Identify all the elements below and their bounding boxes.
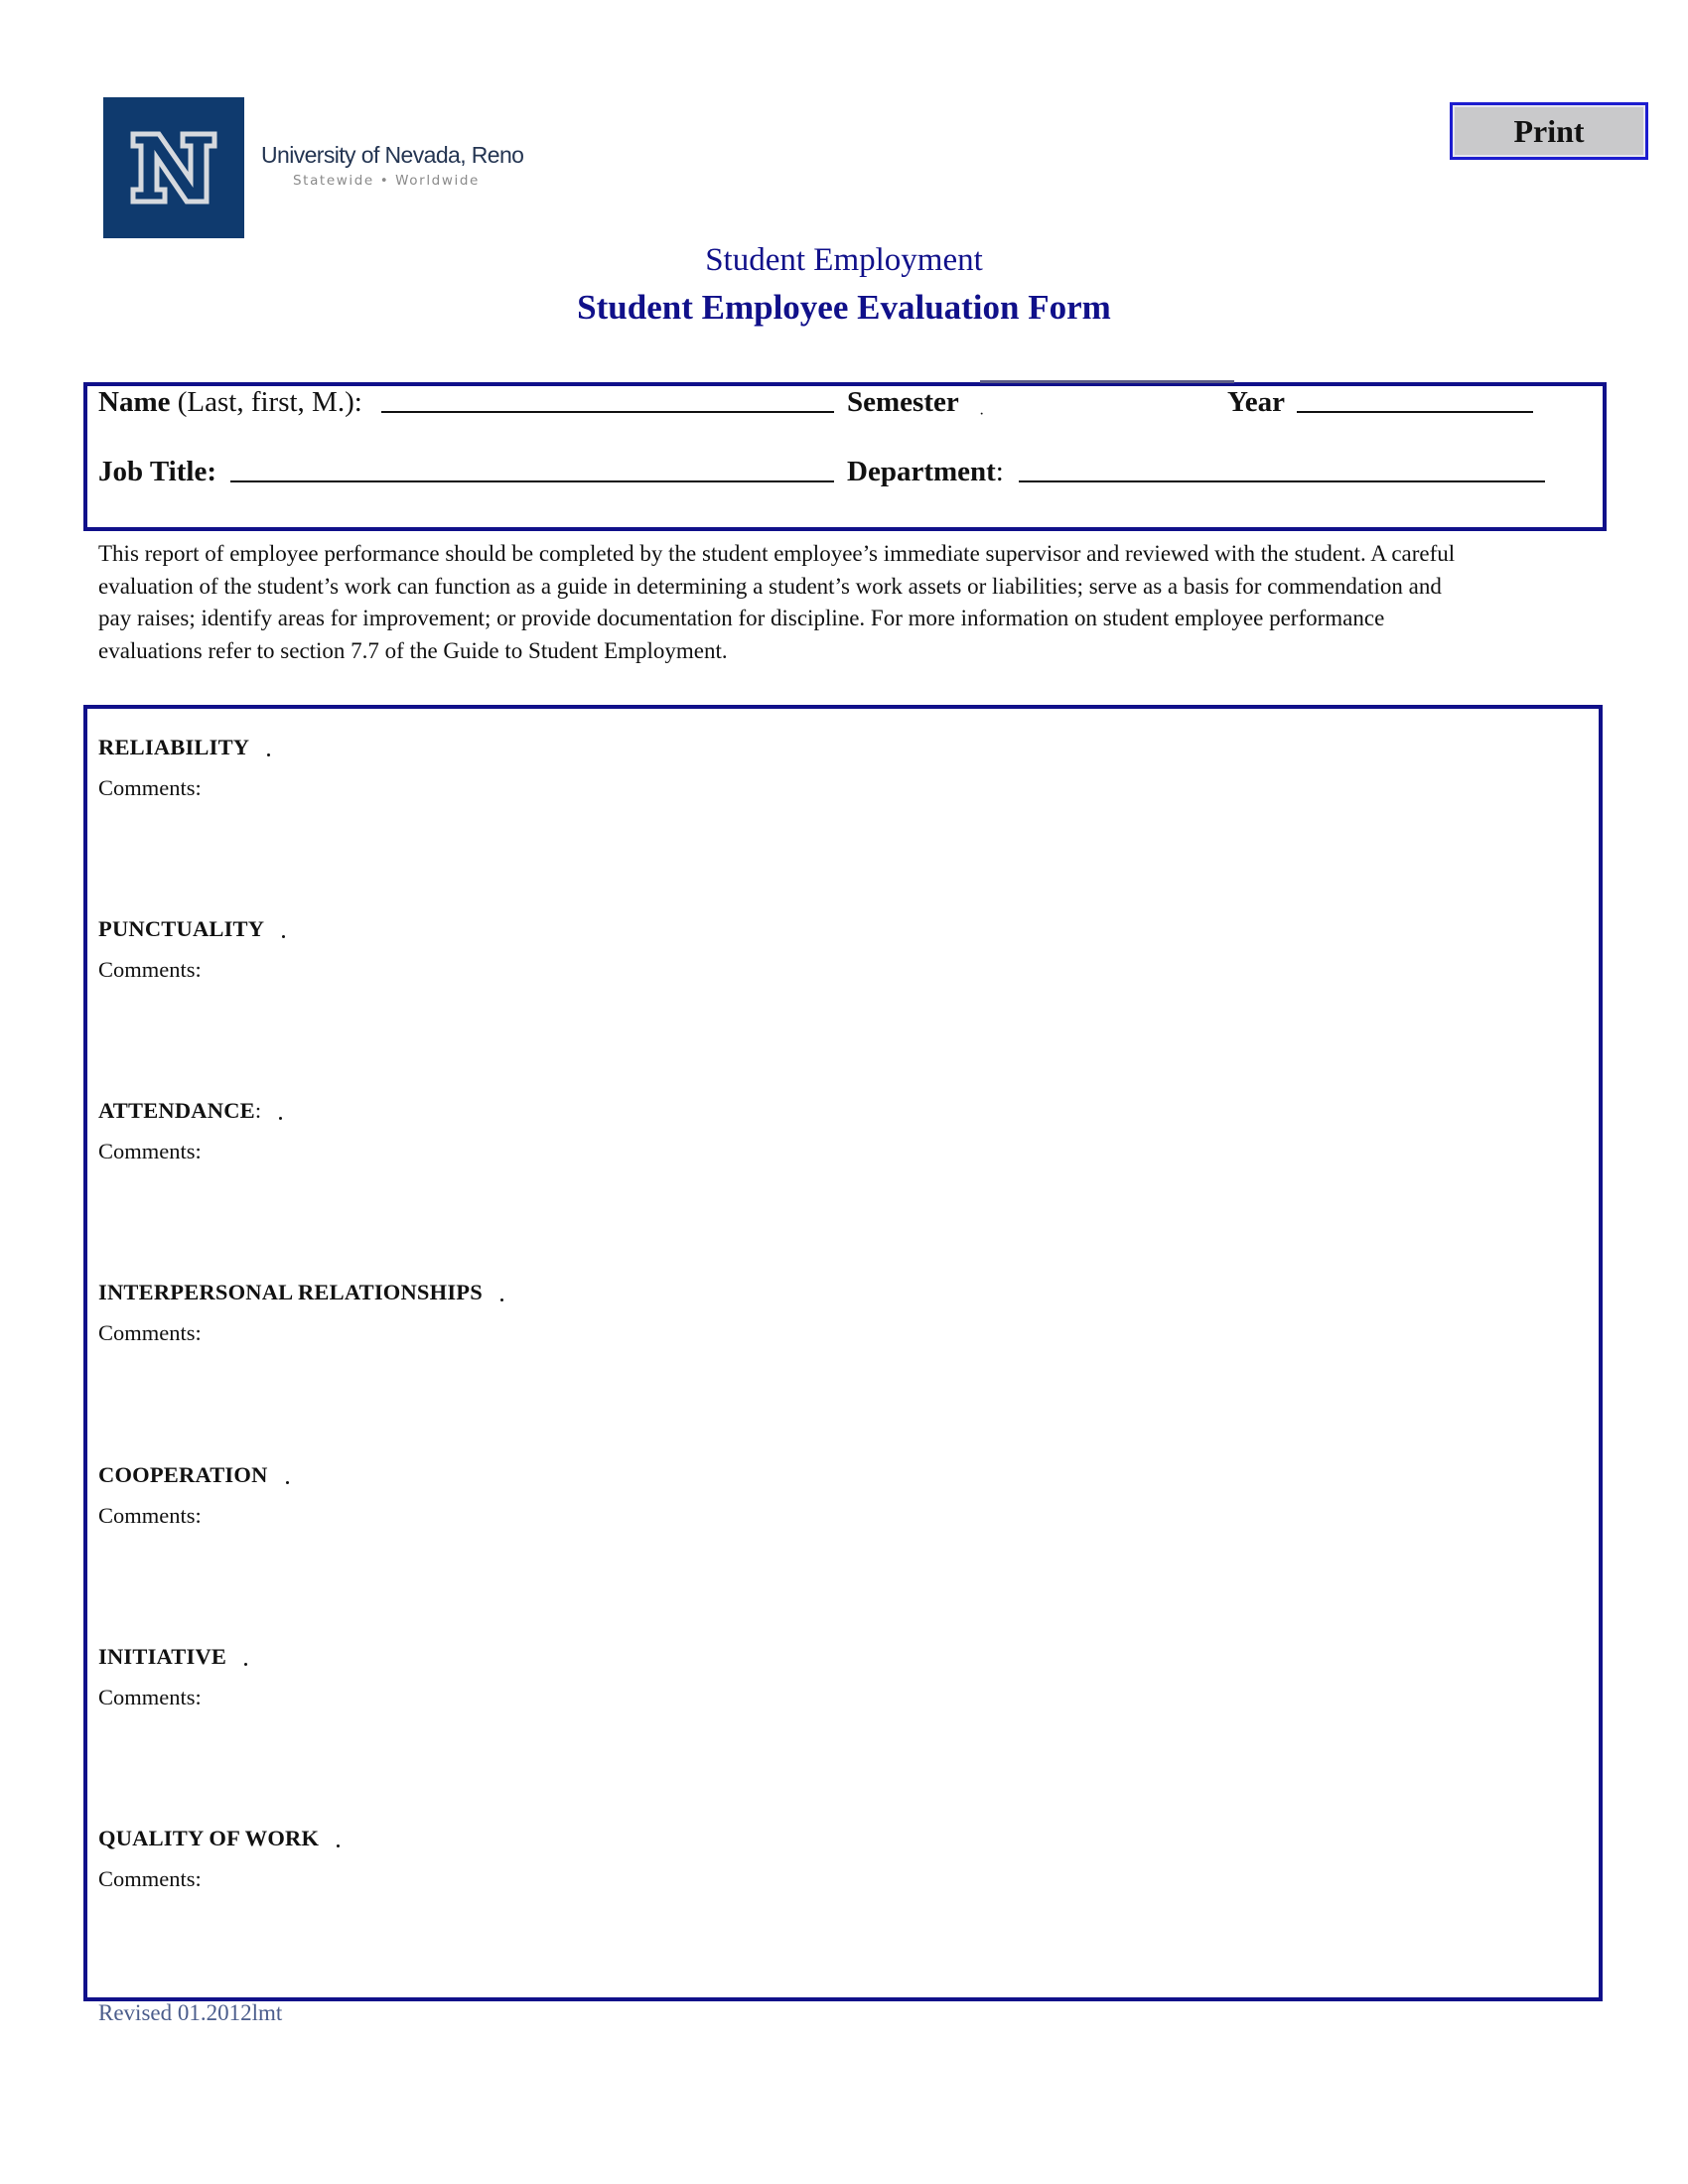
instructions-paragraph <box>98 538 1588 667</box>
department-input[interactable] <box>1019 480 1545 482</box>
reliability-rating-select[interactable] <box>259 740 299 761</box>
form-title: Student Employee Evaluation Form <box>577 288 1111 327</box>
category-label: QUALITY OF WORK <box>98 1826 320 1850</box>
name-label-bold: Name <box>98 386 171 418</box>
department-label <box>847 458 1004 486</box>
category-label: COOPERATION <box>98 1462 268 1487</box>
reliability-comments-input[interactable] <box>98 804 1578 891</box>
category-quality-of-work <box>98 1826 368 1852</box>
university-tagline: Statewide • Worldwide <box>293 173 480 189</box>
category-label: PUNCTUALITY <box>98 916 265 941</box>
instructions-line: pay raises; identify areas for improvement; or provide documentation for discipline. For more information on student employee performance <box>98 606 1385 631</box>
instructions-line: This report of employee performance should be completed by the student employee’s immediate supervisor and reviewed with the student. A careful <box>98 541 1456 566</box>
name-input[interactable] <box>381 411 834 413</box>
job-title-label: Job Title: <box>98 456 216 487</box>
category-label: INTERPERSONAL RELATIONSHIPS <box>98 1280 483 1304</box>
instructions-line: evaluations refer to section 7.7 of the Guide to Student Employment. <box>98 637 728 663</box>
category-interpersonal-relationships <box>98 1280 532 1306</box>
comments-label: Comments: <box>98 957 202 982</box>
category-cooperation <box>98 1462 318 1489</box>
semester-label: Semester <box>847 386 959 418</box>
interpersonal-rating-select[interactable] <box>492 1285 532 1306</box>
punctuality-rating-select[interactable] <box>274 921 314 943</box>
name-label-hint: (Last, first, M.): <box>170 386 362 418</box>
initiative-comments-input[interactable] <box>98 1713 1578 1801</box>
comments-label: Comments: <box>98 1503 202 1528</box>
name-label <box>98 388 362 417</box>
category-initiative <box>98 1644 276 1671</box>
quality-rating-select[interactable] <box>329 1831 368 1852</box>
category-attendance <box>98 1098 311 1125</box>
job-title-input[interactable] <box>230 480 834 482</box>
punctuality-comments-input[interactable] <box>98 986 1578 1073</box>
comments-label: Comments: <box>98 1320 202 1345</box>
category-separator: : <box>254 1098 262 1123</box>
semester-field-border <box>980 380 1234 383</box>
comments-label: Comments: <box>98 1139 202 1163</box>
university-logo <box>103 97 244 238</box>
university-name: University of Nevada, Reno <box>261 142 524 168</box>
quality-comments-input[interactable] <box>98 1895 1578 1982</box>
semester-field-marker: · <box>979 406 985 423</box>
revision-note: Revised 01.2012lmt <box>98 2000 283 2025</box>
category-punctuality <box>98 916 314 943</box>
category-label: INITIATIVE <box>98 1644 227 1669</box>
category-reliability <box>98 735 299 761</box>
cooperation-rating-select[interactable] <box>278 1467 318 1489</box>
print-button[interactable]: Print <box>1450 102 1648 160</box>
cooperation-comments-input[interactable] <box>98 1532 1578 1619</box>
year-input[interactable] <box>1297 411 1533 413</box>
instructions-line: evaluation of the student’s work can function as a guide in determining a student’s work assets or liabilities; serve as a basis for commendation and <box>98 573 1442 599</box>
category-label: RELIABILITY <box>98 735 250 759</box>
comments-label: Comments: <box>98 775 202 800</box>
semester-select[interactable] <box>977 389 1235 421</box>
category-label: ATTENDANCE <box>98 1098 255 1123</box>
department-title: Student Employment <box>705 242 983 278</box>
initiative-rating-select[interactable] <box>236 1649 276 1671</box>
attendance-comments-input[interactable] <box>98 1167 1578 1255</box>
department-label-bold: Department <box>847 456 996 487</box>
interpersonal-comments-input[interactable] <box>98 1349 1578 1436</box>
block-n-icon <box>129 130 218 205</box>
attendance-rating-select[interactable] <box>271 1103 311 1125</box>
department-label-colon: : <box>995 456 1004 487</box>
year-label: Year <box>1227 386 1285 418</box>
comments-label: Comments: <box>98 1685 202 1709</box>
comments-label: Comments: <box>98 1866 202 1891</box>
